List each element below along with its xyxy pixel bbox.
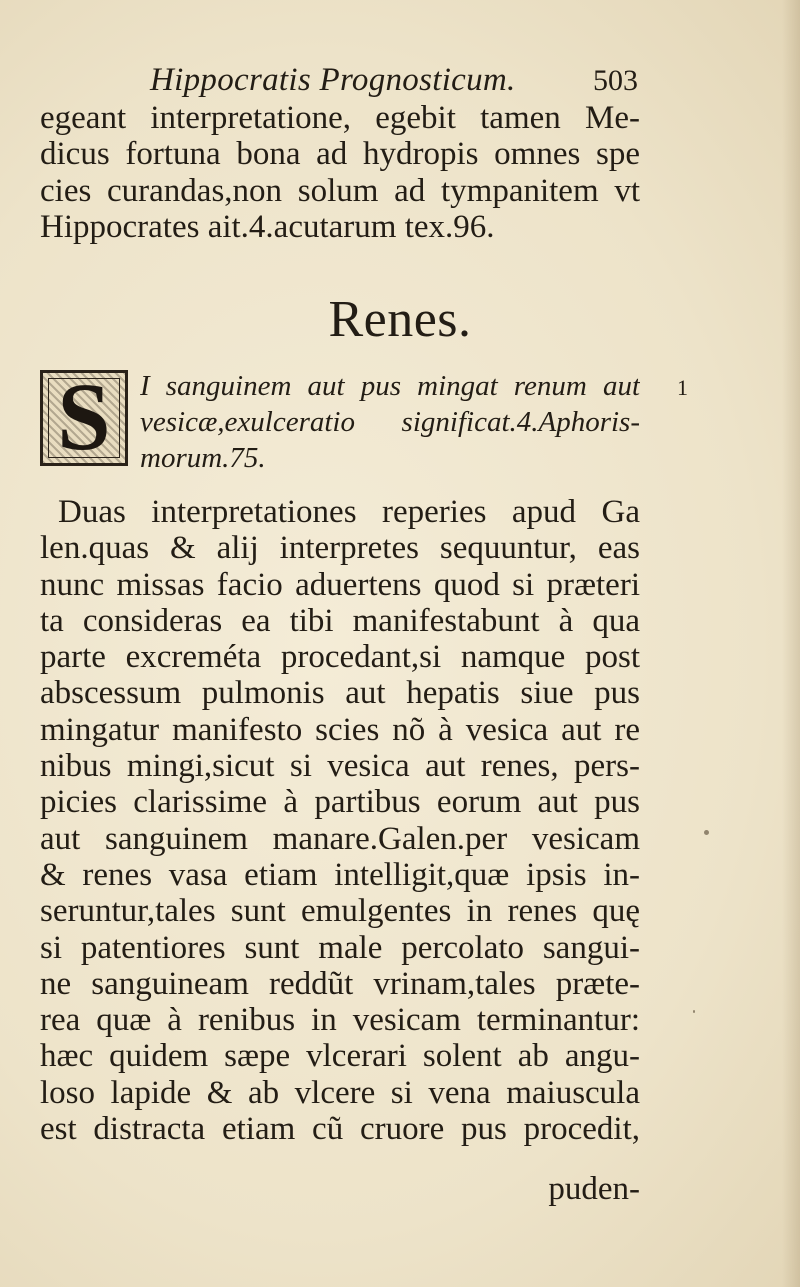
- text-line: si patentiores sunt male percolato sangui-: [40, 929, 640, 966]
- text-line: aut sanguinem manare.Galen.per vesicam: [40, 820, 640, 857]
- margin-number: 1: [677, 375, 688, 400]
- text-line: nibus mingi,sicut si vesica aut renes, pers-: [40, 748, 640, 785]
- text-line: hæc quidem sæpe vlcerari solent ab angu-: [40, 1038, 640, 1075]
- text-line: picies clarissime à partibus eorum aut pus: [40, 784, 640, 821]
- aphorism-line: I sanguinem aut pus mingat renum aut: [140, 370, 640, 402]
- text-line: seruntur,tales sunt emulgentes in renes quę: [40, 893, 640, 930]
- text-line: rea quæ à renibus in vesicam terminantur:: [40, 1002, 640, 1039]
- text-line: loso lapide & ab vlcere si vena maiuscula: [40, 1074, 640, 1111]
- text-line: est distracta etiam cũ cruore pus procedit,: [40, 1111, 640, 1148]
- text-line: mingatur manifesto scies nõ à vesica aut re: [40, 711, 640, 748]
- decorated-initial: [40, 363, 128, 470]
- aphorism-line: vesicæ,exulceratio significat.4.Aphoris-: [140, 406, 640, 438]
- page-number: 503: [593, 64, 638, 97]
- running-title: Hippocratis Prognosticum.: [150, 62, 516, 98]
- text-line: Hippocrates ait.4.acutarum tex.96.: [40, 208, 495, 245]
- text-line: len.quas & alij interpretes sequuntur, eas: [40, 530, 640, 567]
- text-line: ne sanguineam reddũt vrinam,tales præte-: [40, 965, 640, 1002]
- section-heading: Renes.: [328, 291, 472, 348]
- text-line: parte excreméta procedant,si namque post: [40, 639, 640, 676]
- aphorism-text: [140, 368, 640, 476]
- catchword: puden-: [548, 1171, 640, 1207]
- text-line: ta consideras ea tibi manifestabunt à qua: [40, 602, 640, 639]
- paper-speck: [693, 1010, 695, 1013]
- text-line: dicus fortuna bona ad hydropis omnes spe: [40, 136, 640, 173]
- text-line: cies curandas,non solum ad tympanitem vt: [40, 172, 640, 209]
- paper-speck: [704, 830, 709, 835]
- text-line: nunc missas facio aduertens quod si præteri: [40, 566, 640, 603]
- text-line: egeant interpretatione, egebit tamen Me-: [40, 100, 640, 136]
- text-line: Duas interpretationes reperies apud Ga: [58, 494, 640, 530]
- initial-letter: S: [57, 363, 111, 470]
- text-line: abscessum pulmonis aut hepatis siue pus: [40, 675, 640, 712]
- aphorism-line: morum.75.: [140, 442, 266, 474]
- paragraph-continued: [40, 100, 640, 245]
- page-edge-shadow: [782, 0, 800, 1287]
- commentary-paragraph: [40, 494, 640, 1147]
- text-line: & renes vasa etiam intelligit,quæ ipsis in-: [40, 856, 640, 893]
